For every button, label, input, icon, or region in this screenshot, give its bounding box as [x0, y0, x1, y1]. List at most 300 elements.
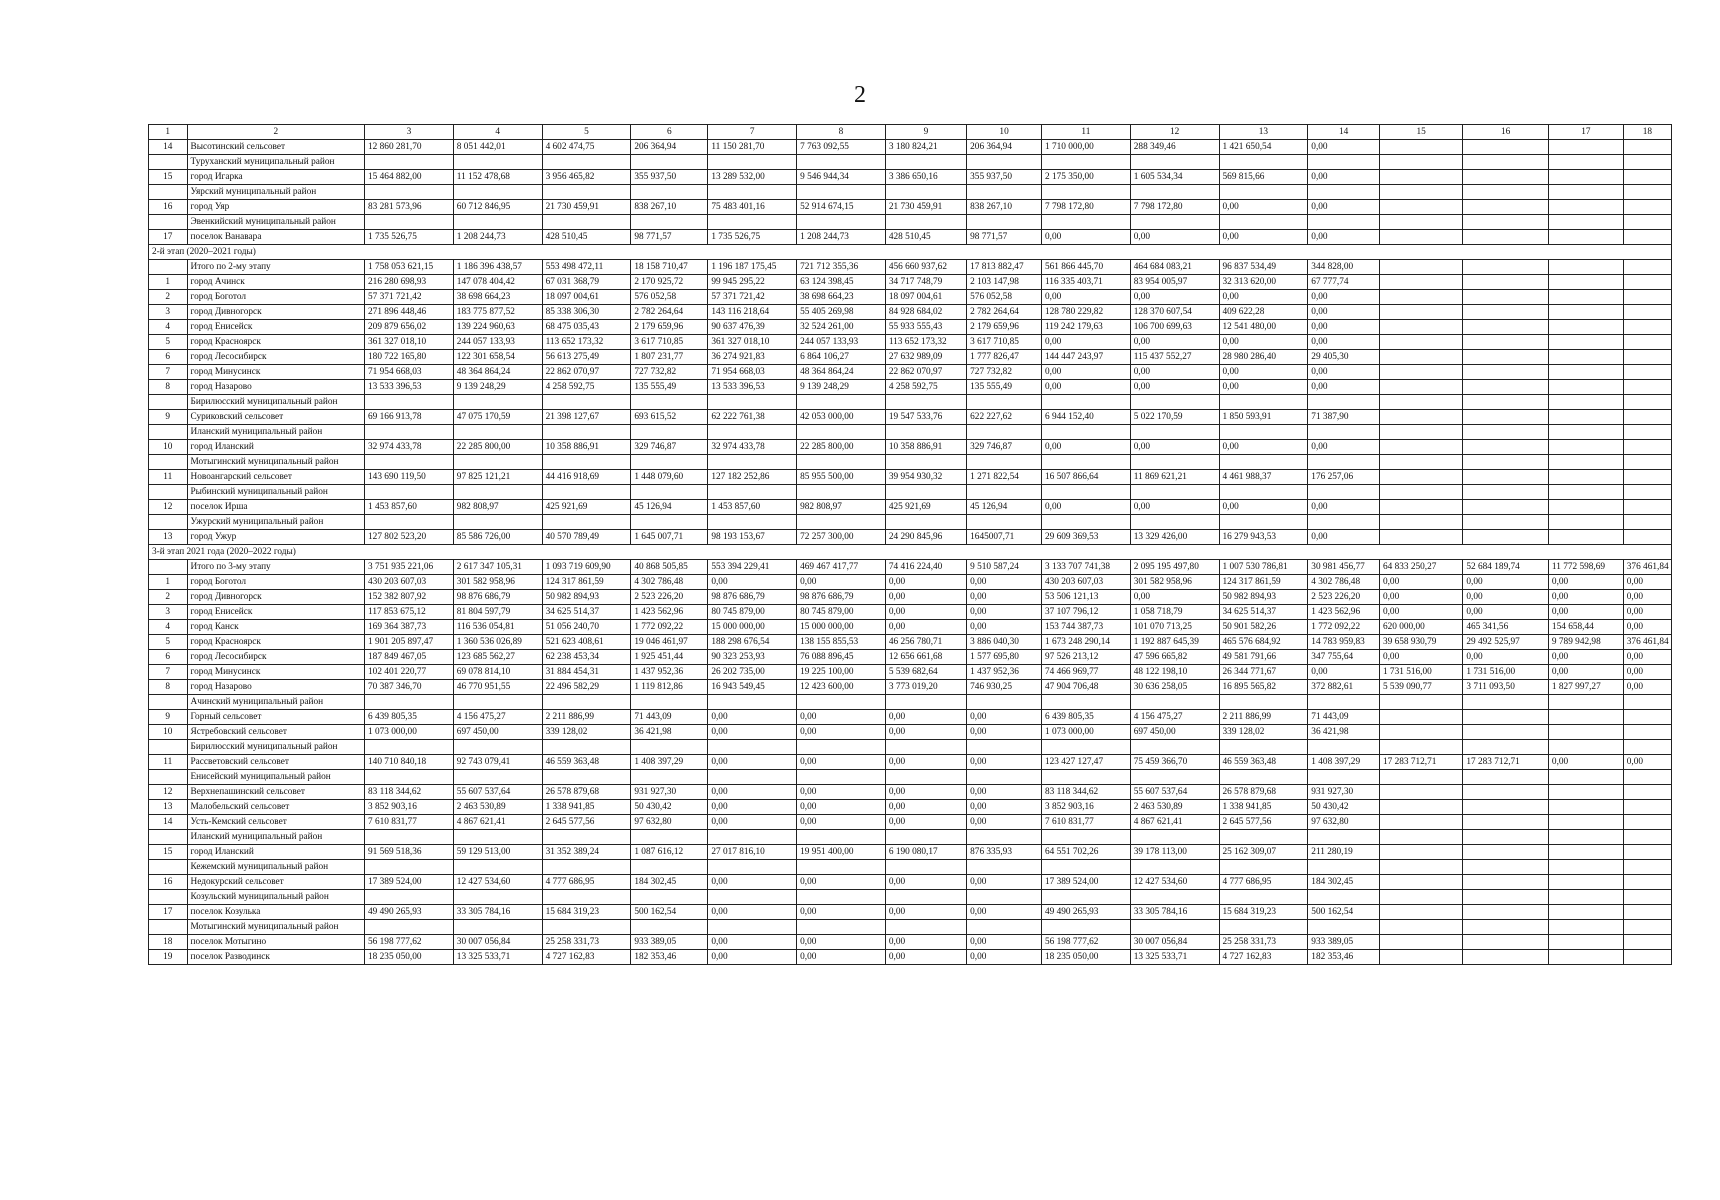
amount-cell: 339 128,02 — [542, 725, 631, 740]
amount-cell — [1548, 935, 1623, 950]
amount-cell — [1463, 290, 1549, 305]
empty-cell — [797, 695, 886, 710]
empty-cell — [1623, 425, 1671, 440]
amount-cell: 1 192 887 645,39 — [1130, 635, 1219, 650]
amount-cell — [1379, 170, 1462, 185]
amount-cell: 15 464 882,00 — [365, 170, 454, 185]
empty-cell — [797, 455, 886, 470]
amount-cell: 72 257 300,00 — [797, 530, 886, 545]
empty-cell — [967, 515, 1042, 530]
empty-cell — [631, 890, 708, 905]
amount-cell: 62 222 761,38 — [708, 410, 797, 425]
municipality-name-cell: город Дивногорск — [187, 590, 365, 605]
amount-cell: 0,00 — [1463, 575, 1549, 590]
empty-cell — [1042, 740, 1131, 755]
empty-cell — [1130, 860, 1219, 875]
amount-cell — [1548, 275, 1623, 290]
amount-cell: 0,00 — [708, 575, 797, 590]
amount-cell — [1379, 530, 1462, 545]
empty-cell — [1308, 185, 1380, 200]
amount-cell: 4 777 686,95 — [542, 875, 631, 890]
amount-cell: 0,00 — [1130, 290, 1219, 305]
empty-cell — [885, 215, 966, 230]
municipality-name-cell: город Боготол — [187, 290, 365, 305]
amount-cell: 30 007 056,84 — [453, 935, 542, 950]
amount-cell: 0,00 — [967, 950, 1042, 965]
amount-cell: 6 190 080,17 — [885, 845, 966, 860]
amount-cell: 24 290 845,96 — [885, 530, 966, 545]
amount-cell: 42 053 000,00 — [797, 410, 886, 425]
empty-cell — [1623, 740, 1671, 755]
table-row — [149, 350, 1672, 365]
amount-cell — [1379, 470, 1462, 485]
empty-cell — [1379, 395, 1462, 410]
amount-cell: 99 945 295,22 — [708, 275, 797, 290]
municipality-name-cell: город Назарово — [187, 380, 365, 395]
empty-cell — [1463, 425, 1549, 440]
amount-cell: 31 352 389,24 — [542, 845, 631, 860]
amount-cell: 0,00 — [1219, 200, 1308, 215]
amount-cell: 11 869 621,21 — [1130, 470, 1219, 485]
amount-cell: 0,00 — [1042, 440, 1131, 455]
table-row — [149, 320, 1672, 335]
empty-cell — [453, 860, 542, 875]
empty-cell — [453, 155, 542, 170]
amount-cell: 7 763 092,55 — [797, 140, 886, 155]
municipality-name-cell: город Енисейск — [187, 320, 365, 335]
empty-cell — [885, 485, 966, 500]
amount-cell — [1548, 290, 1623, 305]
amount-cell: 2 175 350,00 — [1042, 170, 1131, 185]
amount-cell — [1463, 305, 1549, 320]
amount-cell: 123 427 127,47 — [1042, 755, 1131, 770]
funding-table — [148, 124, 1672, 965]
amount-cell: 0,00 — [967, 755, 1042, 770]
header-cell: 16 — [1463, 125, 1549, 140]
empty-cell — [1308, 215, 1380, 230]
amount-cell: 5 539 682,64 — [885, 665, 966, 680]
empty-cell — [1308, 890, 1380, 905]
header-cell: 11 — [1042, 125, 1131, 140]
header-cell: 2 — [187, 125, 365, 140]
amount-cell — [1463, 275, 1549, 290]
amount-cell: 933 389,05 — [1308, 935, 1380, 950]
amount-cell: 1 735 526,75 — [365, 230, 454, 245]
empty-cell — [1042, 695, 1131, 710]
district-group-row — [149, 740, 1672, 755]
row-number-cell — [149, 695, 188, 710]
district-group-row — [149, 185, 1672, 200]
amount-cell: 0,00 — [1623, 575, 1671, 590]
amount-cell: 27 632 989,09 — [885, 350, 966, 365]
amount-cell — [1379, 875, 1462, 890]
amount-cell — [1623, 905, 1671, 920]
amount-cell: 96 837 534,49 — [1219, 260, 1308, 275]
empty-cell — [967, 485, 1042, 500]
amount-cell: 44 416 918,69 — [542, 470, 631, 485]
row-number-cell: 8 — [149, 380, 188, 395]
empty-cell — [1548, 695, 1623, 710]
amount-cell: 425 921,69 — [885, 500, 966, 515]
amount-cell: 553 394 229,41 — [708, 560, 797, 575]
amount-cell: 1 731 516,00 — [1379, 665, 1462, 680]
amount-cell: 1 827 997,27 — [1548, 680, 1623, 695]
amount-cell: 97 632,80 — [631, 815, 708, 830]
row-number-cell — [149, 560, 188, 575]
amount-cell: 98 193 153,67 — [708, 530, 797, 545]
empty-cell — [1042, 425, 1131, 440]
amount-cell: 0,00 — [1130, 380, 1219, 395]
amount-cell: 7 798 172,80 — [1130, 200, 1219, 215]
amount-cell: 3 133 707 741,38 — [1042, 560, 1131, 575]
amount-cell: 5 539 090,77 — [1379, 680, 1462, 695]
amount-cell: 0,00 — [1308, 665, 1380, 680]
amount-cell: 4 727 162,83 — [542, 950, 631, 965]
amount-cell: 0,00 — [708, 935, 797, 950]
district-name-cell: Уярский муниципальный район — [187, 185, 365, 200]
amount-cell: 55 933 555,43 — [885, 320, 966, 335]
empty-cell — [885, 515, 966, 530]
empty-cell — [1130, 830, 1219, 845]
amount-cell: 14 783 959,83 — [1308, 635, 1380, 650]
amount-cell — [1379, 800, 1462, 815]
amount-cell: 746 930,25 — [967, 680, 1042, 695]
amount-cell: 1 777 826,47 — [967, 350, 1042, 365]
amount-cell: 0,00 — [797, 935, 886, 950]
amount-cell — [1623, 290, 1671, 305]
empty-cell — [967, 695, 1042, 710]
amount-cell: 697 450,00 — [453, 725, 542, 740]
amount-cell: 1 448 079,60 — [631, 470, 708, 485]
amount-cell: 931 927,30 — [631, 785, 708, 800]
amount-cell: 721 712 355,36 — [797, 260, 886, 275]
amount-cell: 12 860 281,70 — [365, 140, 454, 155]
municipality-name-cell: город Иланский — [187, 845, 365, 860]
amount-cell: 0,00 — [967, 800, 1042, 815]
amount-cell: 553 498 472,11 — [542, 260, 631, 275]
municipality-name-cell: Усть-Кемский сельсовет — [187, 815, 365, 830]
amount-cell — [1623, 335, 1671, 350]
empty-cell — [1463, 185, 1549, 200]
amount-cell: 0,00 — [708, 815, 797, 830]
amount-cell: 576 052,58 — [631, 290, 708, 305]
row-number-cell — [149, 860, 188, 875]
amount-cell: 50 430,42 — [631, 800, 708, 815]
empty-cell — [453, 395, 542, 410]
amount-cell: 0,00 — [1042, 500, 1131, 515]
amount-cell — [1379, 200, 1462, 215]
empty-cell — [1463, 485, 1549, 500]
amount-cell: 143 690 119,50 — [365, 470, 454, 485]
empty-cell — [1379, 485, 1462, 500]
municipality-name-cell: Малобельский сельсовет — [187, 800, 365, 815]
district-name-cell: Кежемский муниципальный район — [187, 860, 365, 875]
amount-cell: 135 555,49 — [967, 380, 1042, 395]
district-name-cell: Енисейский муниципальный район — [187, 770, 365, 785]
empty-cell — [631, 215, 708, 230]
empty-cell — [1623, 515, 1671, 530]
amount-cell: 55 405 269,98 — [797, 305, 886, 320]
district-name-cell: Иланский муниципальный район — [187, 425, 365, 440]
amount-cell: 0,00 — [1219, 500, 1308, 515]
amount-cell: 40 570 789,49 — [542, 530, 631, 545]
empty-cell — [1548, 770, 1623, 785]
amount-cell: 0,00 — [1308, 335, 1380, 350]
amount-cell: 500 162,54 — [1308, 905, 1380, 920]
amount-cell: 0,00 — [1042, 230, 1131, 245]
amount-cell — [1463, 800, 1549, 815]
empty-cell — [542, 425, 631, 440]
municipality-name-cell: город Ачинск — [187, 275, 365, 290]
district-group-row — [149, 830, 1672, 845]
amount-cell: 1 208 244,73 — [453, 230, 542, 245]
amount-cell: 9 139 248,29 — [797, 380, 886, 395]
district-name-cell: Козульский муниципальный район — [187, 890, 365, 905]
amount-cell: 30 981 456,77 — [1308, 560, 1380, 575]
amount-cell: 0,00 — [885, 755, 966, 770]
amount-cell: 0,00 — [1219, 380, 1308, 395]
amount-cell: 0,00 — [1308, 290, 1380, 305]
row-number-cell: 14 — [149, 815, 188, 830]
empty-cell — [708, 155, 797, 170]
amount-cell: 1 673 248 290,14 — [1042, 635, 1131, 650]
empty-cell — [1623, 860, 1671, 875]
empty-cell — [1379, 770, 1462, 785]
amount-cell: 29 609 369,53 — [1042, 530, 1131, 545]
empty-cell — [1623, 455, 1671, 470]
empty-cell — [1308, 425, 1380, 440]
amount-cell: 3 386 650,16 — [885, 170, 966, 185]
amount-cell: 0,00 — [708, 710, 797, 725]
amount-cell: 7 610 831,77 — [1042, 815, 1131, 830]
amount-cell: 0,00 — [1130, 230, 1219, 245]
empty-cell — [885, 455, 966, 470]
empty-cell — [1548, 215, 1623, 230]
amount-cell — [1623, 230, 1671, 245]
district-name-cell: Эвенкийский муниципальный район — [187, 215, 365, 230]
row-number-cell — [149, 890, 188, 905]
empty-cell — [708, 455, 797, 470]
amount-cell — [1379, 275, 1462, 290]
amount-cell — [1463, 950, 1549, 965]
amount-cell: 12 427 534,60 — [453, 875, 542, 890]
empty-cell — [1623, 920, 1671, 935]
empty-cell — [797, 515, 886, 530]
empty-cell — [967, 155, 1042, 170]
empty-cell — [1219, 485, 1308, 500]
amount-cell: 2 211 886,99 — [542, 710, 631, 725]
amount-cell: 51 056 240,70 — [542, 620, 631, 635]
empty-cell — [1308, 770, 1380, 785]
row-number-cell: 2 — [149, 590, 188, 605]
amount-cell: 13 325 533,71 — [453, 950, 542, 965]
amount-cell: 1 453 857,60 — [708, 500, 797, 515]
row-number-cell: 17 — [149, 905, 188, 920]
amount-cell: 1 807 231,77 — [631, 350, 708, 365]
municipality-name-cell: город Игарка — [187, 170, 365, 185]
amount-cell: 0,00 — [1130, 590, 1219, 605]
amount-cell: 188 298 676,54 — [708, 635, 797, 650]
amount-cell: 2 617 347 105,31 — [453, 560, 542, 575]
municipality-name-cell: город Минусинск — [187, 365, 365, 380]
empty-cell — [1548, 515, 1623, 530]
district-group-row — [149, 425, 1672, 440]
municipality-name-cell: Высотинский сельсовет — [187, 140, 365, 155]
empty-cell — [885, 890, 966, 905]
amount-cell: 0,00 — [1623, 755, 1671, 770]
district-group-row — [149, 695, 1672, 710]
amount-cell: 0,00 — [1042, 290, 1131, 305]
amount-cell — [1463, 785, 1549, 800]
amount-cell — [1463, 935, 1549, 950]
amount-cell: 347 755,64 — [1308, 650, 1380, 665]
amount-cell: 64 551 702,26 — [1042, 845, 1131, 860]
amount-cell — [1463, 500, 1549, 515]
amount-cell — [1623, 260, 1671, 275]
empty-cell — [1463, 740, 1549, 755]
empty-cell — [708, 695, 797, 710]
empty-cell — [797, 740, 886, 755]
amount-cell: 119 242 179,63 — [1042, 320, 1131, 335]
empty-cell — [1219, 155, 1308, 170]
amount-cell: 34 625 514,37 — [542, 605, 631, 620]
amount-cell: 56 198 777,62 — [1042, 935, 1131, 950]
amount-cell: 48 364 864,24 — [797, 365, 886, 380]
amount-cell — [1379, 935, 1462, 950]
empty-cell — [1219, 695, 1308, 710]
empty-cell — [365, 920, 454, 935]
empty-cell — [885, 425, 966, 440]
amount-cell: 15 684 319,23 — [542, 905, 631, 920]
amount-cell — [1463, 410, 1549, 425]
amount-cell — [1548, 230, 1623, 245]
amount-cell — [1623, 200, 1671, 215]
amount-cell: 71 954 668,03 — [708, 365, 797, 380]
amount-cell: 139 224 960,63 — [453, 320, 542, 335]
amount-cell: 187 849 467,05 — [365, 650, 454, 665]
amount-cell: 2 095 195 497,80 — [1130, 560, 1219, 575]
amount-cell: 1 208 244,73 — [797, 230, 886, 245]
amount-cell: 344 828,00 — [1308, 260, 1380, 275]
amount-cell: 22 285 800,00 — [797, 440, 886, 455]
amount-cell — [1463, 140, 1549, 155]
amount-cell: 0,00 — [1548, 575, 1623, 590]
empty-cell — [1219, 185, 1308, 200]
empty-cell — [708, 770, 797, 785]
amount-cell: 2 523 226,20 — [1308, 590, 1380, 605]
amount-cell: 18 097 004,61 — [542, 290, 631, 305]
amount-cell: 1 423 562,96 — [631, 605, 708, 620]
empty-cell — [1219, 920, 1308, 935]
amount-cell: 876 335,93 — [967, 845, 1042, 860]
amount-cell — [1379, 845, 1462, 860]
amount-cell — [1623, 800, 1671, 815]
empty-cell — [631, 920, 708, 935]
amount-cell: 3 773 019,20 — [885, 680, 966, 695]
municipality-name-cell: Итого по 3-му этапу — [187, 560, 365, 575]
amount-cell — [1548, 440, 1623, 455]
empty-cell — [708, 185, 797, 200]
empty-cell — [453, 425, 542, 440]
table-row — [149, 710, 1672, 725]
amount-cell: 83 281 573,96 — [365, 200, 454, 215]
amount-cell: 0,00 — [967, 620, 1042, 635]
amount-cell: 53 506 121,13 — [1042, 590, 1131, 605]
amount-cell: 0,00 — [1379, 650, 1462, 665]
amount-cell — [1623, 365, 1671, 380]
amount-cell — [1379, 410, 1462, 425]
amount-cell: 127 802 523,20 — [365, 530, 454, 545]
table-row — [149, 785, 1672, 800]
district-group-row — [149, 155, 1672, 170]
amount-cell — [1463, 365, 1549, 380]
amount-cell: 0,00 — [1308, 365, 1380, 380]
amount-cell — [1463, 440, 1549, 455]
amount-cell: 34 625 514,37 — [1219, 605, 1308, 620]
amount-cell: 67 031 368,79 — [542, 275, 631, 290]
amount-cell: 206 364,94 — [967, 140, 1042, 155]
empty-cell — [797, 425, 886, 440]
amount-cell: 355 937,50 — [967, 170, 1042, 185]
amount-cell: 45 126,94 — [631, 500, 708, 515]
amount-cell — [1379, 290, 1462, 305]
row-number-cell: 4 — [149, 620, 188, 635]
empty-cell — [365, 770, 454, 785]
amount-cell: 19 225 100,00 — [797, 665, 886, 680]
amount-cell: 1 925 451,44 — [631, 650, 708, 665]
district-group-row — [149, 890, 1672, 905]
empty-cell — [1463, 860, 1549, 875]
amount-cell: 1 360 536 026,89 — [453, 635, 542, 650]
empty-cell — [967, 395, 1042, 410]
empty-cell — [967, 860, 1042, 875]
table-row — [149, 305, 1672, 320]
amount-cell: 9 546 944,34 — [797, 170, 886, 185]
row-number-cell: 12 — [149, 785, 188, 800]
amount-cell: 138 155 855,53 — [797, 635, 886, 650]
header-cell: 7 — [708, 125, 797, 140]
amount-cell: 33 305 784,16 — [453, 905, 542, 920]
amount-cell: 376 461,84 — [1623, 635, 1671, 650]
table-row — [149, 755, 1672, 770]
empty-cell — [1548, 425, 1623, 440]
empty-cell — [631, 155, 708, 170]
amount-cell — [1623, 500, 1671, 515]
table-row — [149, 170, 1672, 185]
empty-cell — [365, 185, 454, 200]
row-number-cell: 6 — [149, 350, 188, 365]
amount-cell: 244 057 133,93 — [453, 335, 542, 350]
amount-cell: 115 437 552,27 — [1130, 350, 1219, 365]
empty-cell — [797, 890, 886, 905]
row-number-cell: 1 — [149, 275, 188, 290]
amount-cell: 576 052,58 — [967, 290, 1042, 305]
amount-cell: 838 267,10 — [631, 200, 708, 215]
amount-cell — [1548, 815, 1623, 830]
amount-cell: 154 658,44 — [1548, 620, 1623, 635]
amount-cell — [1548, 170, 1623, 185]
empty-cell — [1308, 395, 1380, 410]
empty-cell — [1130, 425, 1219, 440]
amount-cell: 21 730 459,91 — [542, 200, 631, 215]
amount-cell: 98 876 686,79 — [797, 590, 886, 605]
amount-cell: 74 416 224,40 — [885, 560, 966, 575]
amount-cell — [1623, 845, 1671, 860]
amount-cell: 16 943 549,45 — [708, 680, 797, 695]
amount-cell: 6 439 805,35 — [1042, 710, 1131, 725]
empty-cell — [885, 395, 966, 410]
amount-cell: 561 866 445,70 — [1042, 260, 1131, 275]
